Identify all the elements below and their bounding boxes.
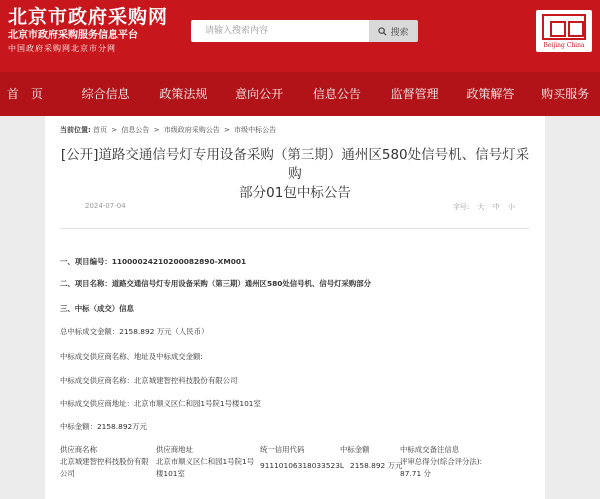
breadcrumb-item-award[interactable]: 市级中标公告: [234, 126, 277, 134]
publish-date: 2024-07-04: [85, 202, 126, 210]
search-button[interactable]: [369, 20, 418, 42]
font-size-label: 字号:: [452, 203, 470, 211]
table-header: [60, 444, 540, 456]
table-header-cell: 供应商地址: [156, 445, 193, 454]
table-header-cell: 统一信用代码: [260, 445, 305, 454]
table-cell: 91110106318033523L: [260, 461, 345, 470]
breadcrumb-item-municipal[interactable]: 市级政府采购公告: [163, 126, 220, 134]
table-row: [60, 456, 540, 468]
title-line-2: 部分01包中标公告: [239, 185, 351, 201]
award-amount: 中标金额：2158.892万元: [60, 422, 147, 431]
nav-item-policy-faq[interactable]: 政策解答: [466, 87, 515, 101]
supplier-name: 中标成交供应商名称：北京城建智控科技股份有限公司: [60, 376, 238, 385]
title-line-1: [公开]道路交通信号灯专用设备采购（第三期）通州区580处信号机、信号灯采购: [60, 147, 530, 182]
nav-item-policies[interactable]: 政策法规: [159, 87, 208, 101]
award-table: [60, 444, 540, 480]
search-input[interactable]: [191, 20, 369, 42]
project-name: 二、项目名称：道路交通信号灯专用设备采购（第三期）通州区580处信号机、信号灯采购部分: [60, 279, 372, 288]
nav-item-announcements[interactable]: 信息公告: [312, 87, 361, 101]
font-size-control: [453, 202, 515, 212]
breadcrumb-separator: >: [111, 126, 118, 134]
table-cell: 87.71 分: [400, 469, 431, 478]
breadcrumb-item-home[interactable]: 首页: [93, 126, 108, 134]
font-size-small[interactable]: 小: [508, 203, 515, 211]
table-header-cell: 中标金额: [340, 445, 370, 454]
nav-item-general-info[interactable]: 综合信息: [81, 87, 130, 101]
search-icon: [378, 27, 387, 36]
breadcrumb-separator: >: [223, 126, 230, 134]
search-button-label: 搜索: [390, 27, 409, 38]
emblem-icon: [542, 14, 586, 40]
table-cell: 楼101室: [156, 469, 185, 478]
breadcrumb-separator: >: [153, 126, 160, 134]
breadcrumb-item-announcements[interactable]: 信息公告: [121, 126, 150, 134]
supplier-header: 中标成交供应商名称、地址及中标成交金额:: [60, 352, 203, 361]
main-nav: [0, 72, 600, 116]
nav-item-services[interactable]: 购买服务: [541, 87, 590, 101]
table-cell: 公司: [60, 469, 75, 478]
page-title: [55, 146, 535, 203]
nav-item-supervision[interactable]: 监督管理: [390, 87, 439, 101]
table-cell: 北京城建智控科技股份有限: [60, 457, 149, 466]
table-cell: 北京市顺义区仁和园1号院1号: [156, 457, 255, 466]
section-award-info: 三、中标（成交）信息: [60, 304, 134, 313]
table-header-cell: 供应商名称: [60, 445, 97, 454]
breadcrumb-label: 当前位置:: [60, 126, 91, 134]
search-bar: [191, 20, 418, 42]
font-size-medium[interactable]: 中: [492, 203, 500, 211]
table-row: [60, 468, 540, 480]
site-logo[interactable]: [8, 6, 168, 54]
project-number: 一、项目编号：11000024210200082890-XM001: [60, 257, 247, 266]
nav-item-home[interactable]: 首 页: [6, 87, 43, 101]
emblem-text: Beijing China: [543, 41, 585, 49]
beijing-emblem: [536, 10, 592, 52]
nav-item-intent[interactable]: 意向公开: [235, 87, 284, 101]
table-cell: 评审总得分(综合评分法):: [400, 457, 483, 466]
divider: [60, 228, 530, 229]
logo-title: 北京市政府采购网: [8, 6, 169, 28]
total-amount: 总中标成交金额：2158.892 万元（人民币）: [60, 327, 209, 336]
site-header: [0, 0, 600, 72]
supplier-address: 中标成交供应商地址：北京市顺义区仁和园1号院1号楼101室: [60, 399, 261, 408]
content-panel: [45, 116, 545, 499]
logo-subtitle-2: 中国政府采购网北京市分网: [8, 44, 116, 53]
table-cell: 2158.892 万元: [350, 461, 403, 470]
font-size-large[interactable]: 大: [477, 203, 485, 211]
logo-subtitle: 北京市政府采购服务信息平台: [8, 30, 138, 41]
breadcrumb: [60, 125, 276, 135]
table-header-cell: 中标成交备注信息: [400, 445, 460, 454]
